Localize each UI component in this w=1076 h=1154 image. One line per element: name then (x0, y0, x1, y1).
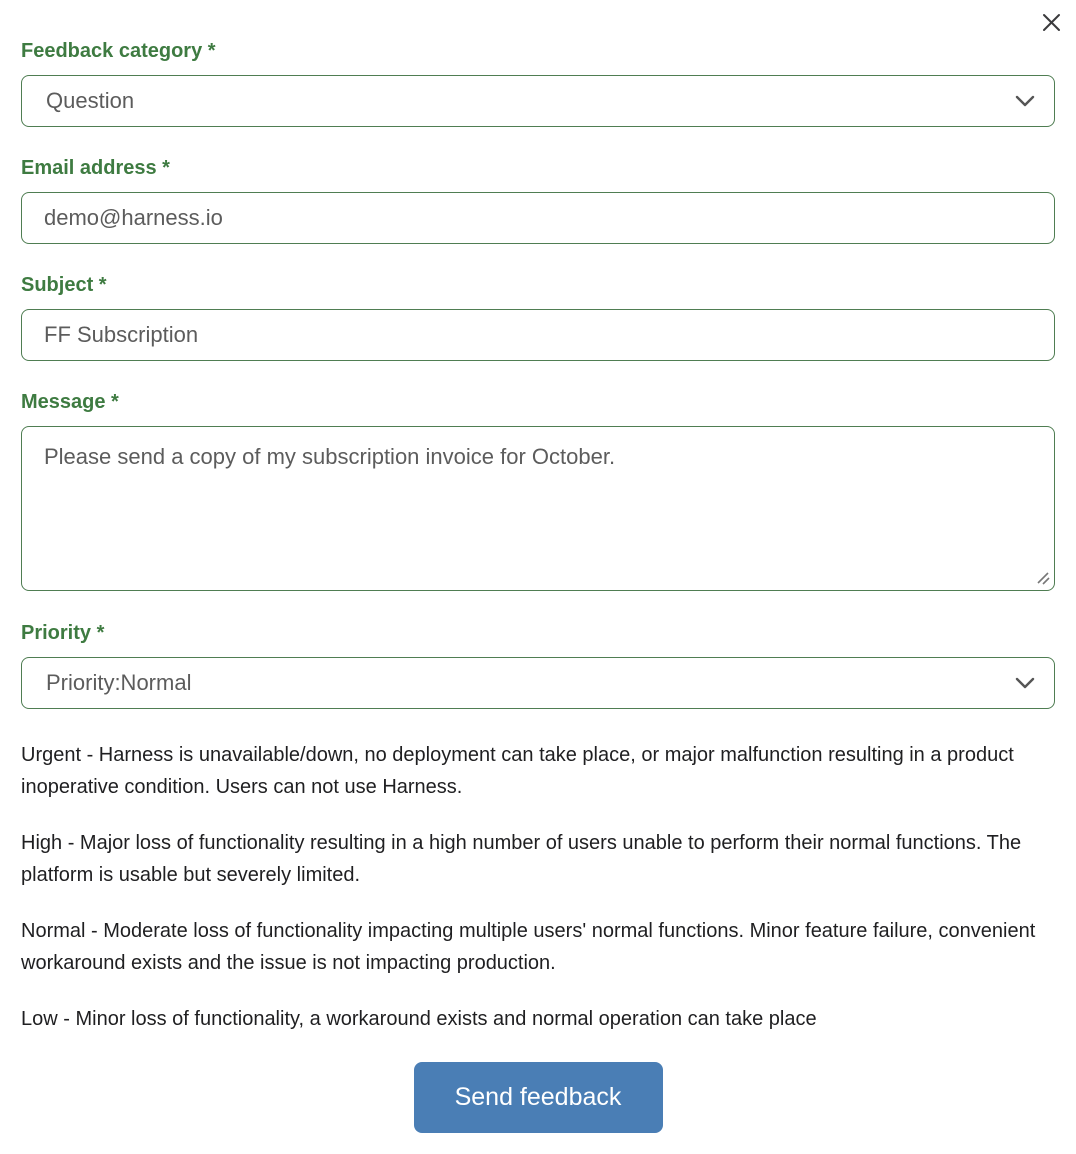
priority-select[interactable] (21, 657, 1055, 709)
chevron-down-icon (1015, 677, 1035, 689)
send-feedback-button[interactable]: Send feedback (414, 1062, 663, 1133)
priority-label: Priority * (21, 622, 105, 644)
feedback-category-value: Question (46, 88, 135, 113)
message-field-wrap (21, 426, 1055, 591)
feedback-category-label: Feedback category * (21, 40, 216, 62)
priority-descriptions (21, 739, 1055, 1035)
close-icon (1042, 13, 1061, 32)
chevron-down-icon (1015, 95, 1035, 107)
message-label: Message * (21, 391, 119, 413)
priority-description-urgent: Urgent - Harness is unavailable/down, no deployment can take place, or major malfunction resulting in a product inoperative condition. Users can not use Harness. (21, 744, 1014, 798)
priority-description-low: Low - Minor loss of functionality, a workaround exists and normal operation can take place (21, 1008, 817, 1030)
subject-field[interactable] (21, 309, 1055, 361)
email-field[interactable] (21, 192, 1055, 244)
button-row (21, 1062, 1055, 1133)
subject-label: Subject * (21, 274, 107, 296)
email-address-label: Email address * (21, 157, 170, 179)
close-button[interactable] (1039, 10, 1063, 34)
priority-description-high: High - Major loss of functionality resulting in a high number of users unable to perform their normal functions. The platform is usable but severely limited. (21, 832, 1022, 886)
priority-description-normal: Normal - Moderate loss of functionality impacting multiple users' normal functions. Minor feature failure, convenient workaround exists and the issue is not impacting production. (21, 920, 1036, 974)
feedback-category-select[interactable] (21, 75, 1055, 127)
message-field[interactable] (21, 426, 1055, 591)
priority-value: Priority:Normal (46, 670, 192, 695)
